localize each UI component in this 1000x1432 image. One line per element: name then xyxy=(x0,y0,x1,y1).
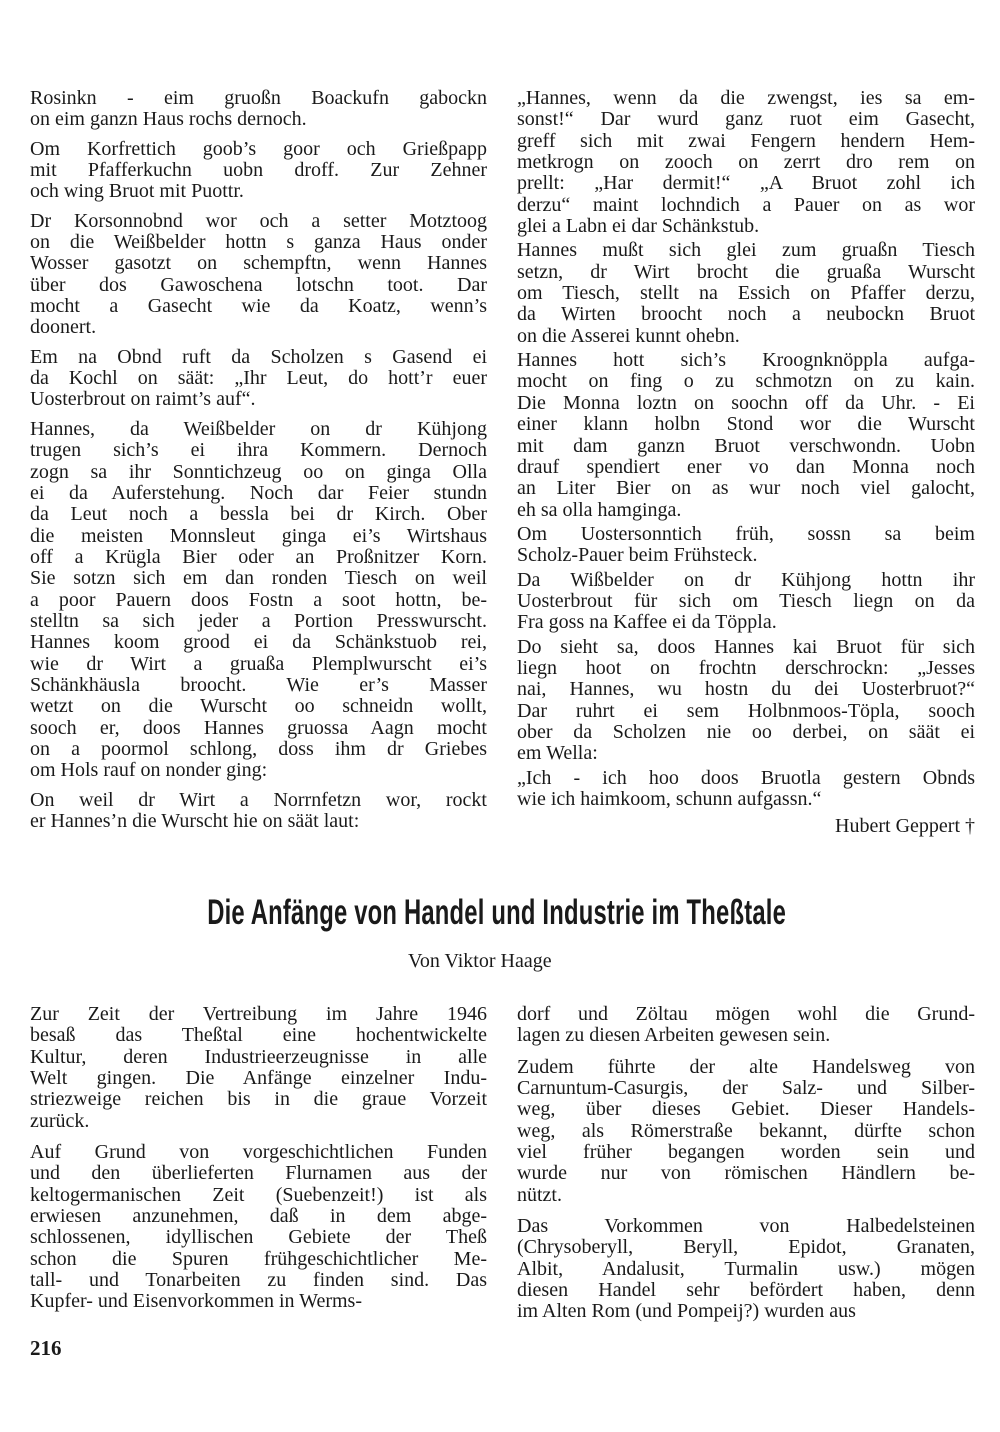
paragraph xyxy=(30,1004,487,1132)
text-line: lagen zu diesen Arbeiten gewesen sein. xyxy=(517,1024,831,1047)
paragraph xyxy=(517,1057,975,1206)
text-line: sooch er, doos Hannes gruossa Aagn mocht xyxy=(30,716,487,739)
text-line: Hannes mußt sich glei zum gruaßn Tiesch xyxy=(517,239,975,262)
text-line: Da Wißbelder on dr Kühjong hottn ihr xyxy=(517,568,975,591)
text-line: Hannes hott sich’s Kroognknöppla aufga- xyxy=(517,349,975,372)
paragraph xyxy=(30,211,487,339)
text-line: Fra goss na Kaffee ei da Töppla. xyxy=(517,611,777,634)
text-line: mocht on fing o zu schmotzn on zu kain. xyxy=(517,370,975,393)
paragraph xyxy=(517,570,975,634)
article-right-column xyxy=(517,1004,975,1333)
text-line: Om Korfrettich goob’s goor och Grießpapp xyxy=(30,137,487,160)
story-left-column xyxy=(30,88,487,840)
text-line: weg, als Römerstraße bekannt, dürfte schon xyxy=(517,1119,975,1142)
paragraph xyxy=(30,790,487,833)
text-line: tall- und Tonarbeiten zu finden sind. Das xyxy=(30,1269,487,1292)
paragraph xyxy=(517,1004,975,1047)
text-line: setzn, dr Wirt brocht die gruaßa Wurscht xyxy=(517,260,975,283)
text-line: Zur Zeit der Vertreibung im Jahre 1946 xyxy=(30,1003,487,1025)
text-line: wie ich haimkoom, schunn aufgassn.“ xyxy=(517,788,822,810)
paragraph xyxy=(30,347,487,411)
text-line: greff sich mit zwai Fengern hendern Hem- xyxy=(517,129,975,152)
text-line: prellt: „Har dermit!“ „A Bruot zohl ich xyxy=(517,172,975,195)
article-title-text: Die Anfänge von Handel und Industrie im Theßtale xyxy=(207,893,787,932)
paragraph xyxy=(517,88,975,237)
text-line: diesen Handel sehr befördert haben, denn xyxy=(517,1279,975,1302)
text-line: besaß das Theßtal eine hochentwickelte xyxy=(30,1024,487,1047)
text-line: Wosser gasotzt on schempftn, wenn Hannes xyxy=(30,252,487,275)
text-line: und den überlieferten Flurnamen aus der xyxy=(30,1162,487,1185)
text-line: on a poormol schlong, doss ihm dr Griebes xyxy=(30,737,487,760)
text-line: schon die Spuren frühgeschichtlicher Me- xyxy=(30,1247,487,1270)
text-line: on die Asserei kunnt ohebn. xyxy=(517,324,740,347)
page-number: 216 xyxy=(30,1336,62,1360)
text-line: Hannes koom grood ei da Schänkstuob rei, xyxy=(30,631,487,654)
text-line: Dar ruhrt ei sem Holbnmoos-Töpla, sooch xyxy=(517,699,975,722)
story-right-column xyxy=(517,88,975,813)
text-line: erwiesen anzunehmen, daß in dem abge- xyxy=(30,1205,487,1228)
text-line: er Hannes’n die Wurscht hie on säät laut: xyxy=(30,810,360,832)
paragraph xyxy=(517,637,975,765)
text-line: metkrogn on zooch on zerrt dro rem on xyxy=(517,151,975,174)
text-line: Albit, Andalusit, Turmalin usw.) mögen xyxy=(517,1257,975,1280)
text-line: zogn sa ihr Sonntichzeug oo on ginga Olla xyxy=(30,460,487,483)
text-line: Kultur, deren Industrieerzeugnisse in alle xyxy=(30,1045,487,1068)
text-line: Do sieht sa, doos Hannes kai Bruot für sich xyxy=(517,635,975,658)
text-line: doonert. xyxy=(30,316,97,339)
text-line: ober da Scholzen nie oo derbei, on säät ei xyxy=(517,720,975,743)
text-line: och wing Bruot mit Puottr. xyxy=(30,180,244,203)
paragraph xyxy=(517,350,975,521)
text-line: wie dr Wirt a gruaßa Plemplwurscht ei’s xyxy=(30,652,487,675)
text-line: zurück. xyxy=(30,1109,90,1132)
text-line: Hannes, da Weißbelder on dr Kühjong xyxy=(30,417,487,440)
text-line: Sie sotzn sich em dan ronden Tiesch on weil xyxy=(30,567,487,590)
text-line: Carnuntum-Casurgis, der Salz- und Silber- xyxy=(517,1077,975,1100)
text-line: die meisten Monnsleut ginga ei’s Wirtshaus xyxy=(30,524,487,547)
text-line: an Liter Bier on as wur noch viel galocht, xyxy=(517,477,975,500)
paragraph xyxy=(30,139,487,203)
text-line: einer klann holbn Stond wor die Wurscht xyxy=(517,413,975,436)
text-line: wetzt on die Wurscht oo schneidn wollt, xyxy=(30,695,487,718)
text-line: ei da Auferstehung. Noch dar Feier stundn xyxy=(30,481,487,504)
text-line: om Tiesch, stellt na Essich on Pfaffer derzu, xyxy=(517,282,975,305)
text-line: derzu“ maint lochndich a Pauer on as wor xyxy=(517,193,975,216)
text-line: Uosterbrout für sich om Tiesch liegn on da xyxy=(517,589,975,612)
text-line: (Chrysoberyll, Beryll, Epidot, Granaten, xyxy=(517,1236,975,1259)
text-line: Schänkhäusla broocht. Wie er’s Masser xyxy=(30,673,487,696)
text-line: da Leut noch a bessla bei dr Kirch. Ober xyxy=(30,503,487,526)
text-line: Em na Obnd ruft da Scholzen s Gasend ei xyxy=(30,345,487,368)
text-line: Welt gingen. Die Anfänge einzelner Indu- xyxy=(30,1067,487,1090)
text-line: über dos Gawoschena lotschn toot. Dar xyxy=(30,273,487,296)
text-line: nai, Hannes, wu hostn du dei Uosterbruot?“ xyxy=(517,678,975,701)
article-byline: Von Viktor Haage xyxy=(408,950,552,972)
paragraph xyxy=(30,419,487,782)
text-line: viel früher begangen worden sein und xyxy=(517,1141,975,1164)
text-line: em Wella: xyxy=(517,742,598,765)
text-line: wurde nur von römischen Händlern be- xyxy=(517,1162,975,1185)
text-line: off a Krügla Bier oder an Proßnitzer Korn. xyxy=(30,545,487,568)
text-line: drauf spendiert ener vo dan Monna noch xyxy=(517,455,975,478)
text-line: mit dam ganzn Bruot verschwondn. Uobn xyxy=(517,434,975,457)
text-line: dorf und Zöltau mögen wohl die Grund- xyxy=(517,1003,975,1025)
paragraph xyxy=(30,1142,487,1313)
article-title xyxy=(0,893,1000,933)
text-line: da Kochl on säät: „Ihr Leut, do hott’r euer xyxy=(30,367,487,390)
text-line: stelltn sa sich jeder a Portion Presswurscht. xyxy=(30,609,487,632)
paragraph xyxy=(517,524,975,567)
text-line: Das Vorkommen von Halbedelsteinen xyxy=(517,1215,975,1238)
text-line: sonst!“ Dar wurd ganz ruot eim Gasecht, xyxy=(517,108,975,131)
text-line: Auf Grund von vorgeschichtlichen Funden xyxy=(30,1141,487,1164)
text-line: keltogermanischen Zeit (Suebenzeit!) ist als xyxy=(30,1183,487,1206)
text-line: on eim ganzn Haus rochs dernoch. xyxy=(30,108,307,131)
text-line: Kupfer- und Eisenvorkommen in Werms- xyxy=(30,1290,362,1313)
text-line: nützt. xyxy=(517,1183,562,1206)
paragraph xyxy=(517,1216,975,1323)
text-line: om Hols rauf on nonder ging: xyxy=(30,759,268,782)
text-line: on die Weißbelder hottn s ganza Haus onder xyxy=(30,231,487,254)
text-line: striezweige reichen bis in die graue Vorzeit xyxy=(30,1088,487,1111)
story-signature: Hubert Geppert † xyxy=(835,815,975,837)
text-line: glei a Labn ei dar Schänkstub. xyxy=(517,215,760,238)
text-line: Die Monna loztn on soochn off da Uhr. - Ei xyxy=(517,391,975,414)
text-line: schlossenen, idyllischen Gebiete der Theß xyxy=(30,1226,487,1249)
paragraph xyxy=(517,240,975,347)
text-line: a poor Pauern doos Fostn a soot hottn, be- xyxy=(30,588,487,611)
text-line: da Wirten broocht noch a neubockn Bruot xyxy=(517,303,975,326)
text-line: Om Uostersonntich früh, sossn sa beim xyxy=(517,522,975,545)
text-line: liegn hoot on frochtn derschrockn: „Jesses xyxy=(517,656,975,679)
paragraph xyxy=(517,768,975,811)
paragraph xyxy=(30,88,487,131)
text-line: On weil dr Wirt a Norrnfetzn wor, rockt xyxy=(30,788,487,811)
text-line: Rosinkn - eim gruoßn Boackufn gabockn xyxy=(30,87,487,109)
text-line: Uosterbrout on raimt’s auf“. xyxy=(30,388,256,411)
text-line: „Ich - ich hoo doos Bruotla gestern Obnds xyxy=(517,766,975,789)
text-line: Scholz-Pauer beim Frühsteck. xyxy=(517,544,758,567)
text-line: mocht a Gasecht wie da Koatz, wenn’s xyxy=(30,295,487,318)
article-left-column xyxy=(30,1004,487,1323)
text-line: im Alten Rom (und Pompeij?) wurden aus xyxy=(517,1300,856,1323)
text-line: mit Pfafferkuchn uobn droff. Zur Zehner xyxy=(30,159,487,182)
text-line: weg, über dieses Gebiet. Dieser Handels- xyxy=(517,1098,975,1121)
text-line: Zudem führte der alte Handelsweg von xyxy=(517,1055,975,1078)
text-line: trugen sich’s ei ihra Kommern. Dernoch xyxy=(30,439,487,462)
text-line: „Hannes, wenn da die zwengst, ies sa em- xyxy=(517,87,975,109)
text-line: Dr Korsonnobnd wor och a setter Motztoog xyxy=(30,209,487,232)
text-line: eh sa olla hamginga. xyxy=(517,498,682,521)
